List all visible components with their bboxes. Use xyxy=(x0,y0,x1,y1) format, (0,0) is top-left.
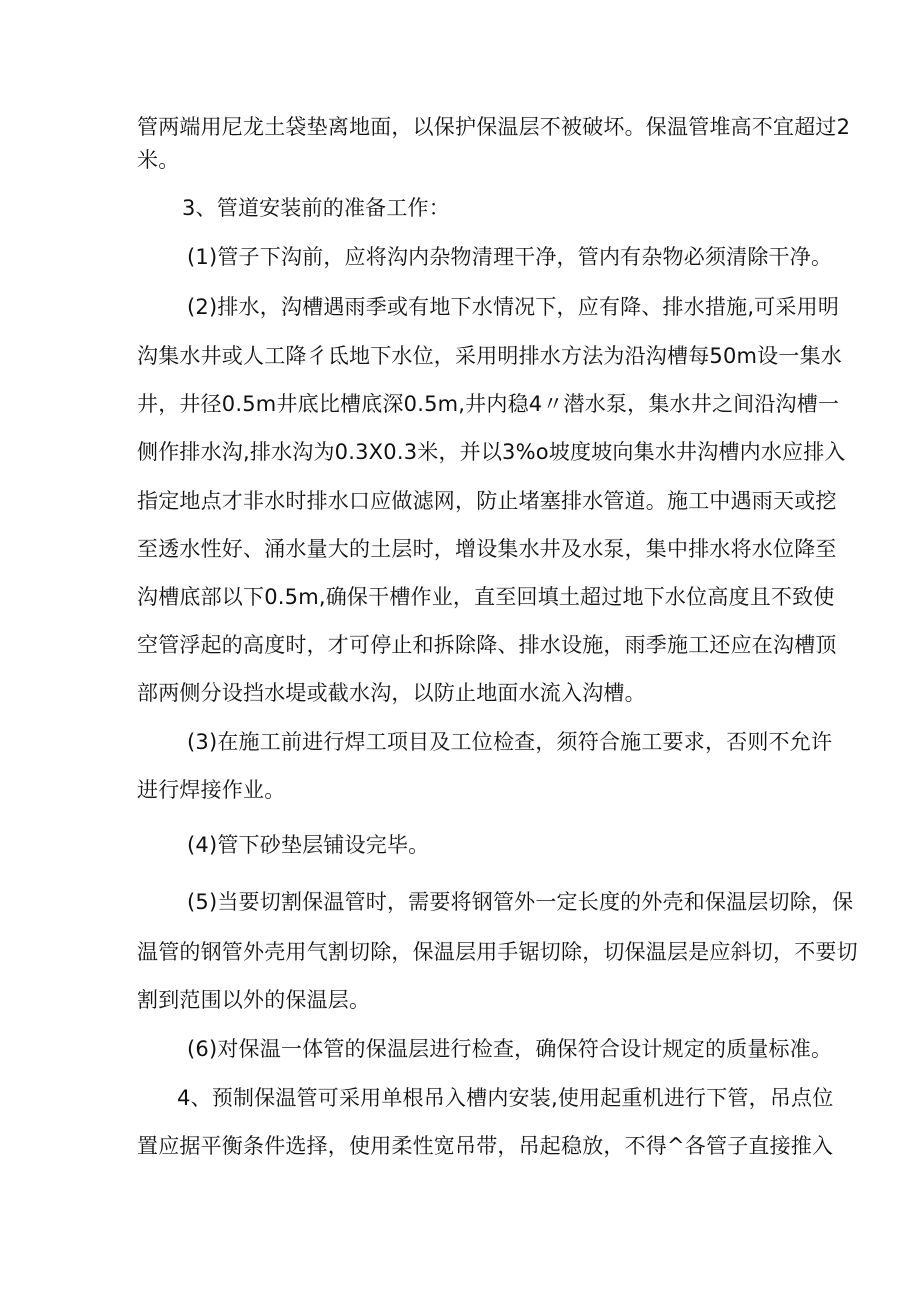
text-line: 温管的钢管外壳用气割切除，保温层用手锯切除，切保温层是应斜切，不要切 xyxy=(137,940,858,964)
text-line: 置应据平衡条件选择，使用柔性宽吊带，吊起稳放，不得^各管子直接推入 xyxy=(137,1134,834,1158)
text-line: 井，井径0.5m井底比槽底深0.5m,井内稳4〃潜水泵，集水井之间沿沟槽一 xyxy=(137,392,840,416)
text-line: 侧作排水沟,排水沟为0.3X0.3米，并以3%o坡度坡向集水井沟槽内水应排入 xyxy=(137,440,846,464)
text-line: 沟集水井或人工降彳氐地下水位，采用明排水方法为沿沟槽每50m设一集水 xyxy=(137,344,842,368)
section-heading: 4、预制保温管可采用单根吊入槽内安装,使用起重机进行下管，吊点位 xyxy=(177,1086,834,1110)
text-line: (4)管下砂垫层铺设完毕。 xyxy=(187,833,430,857)
text-line: (3)在施工前进行焊工项目及工位检查，须符合施工要求，否则不允许 xyxy=(187,730,833,754)
text-line: 指定地点才非水时排水口应做滤网，防止堵塞排水管道。施工中遇雨天或挖 xyxy=(137,489,837,513)
text-line: 进行焊接作业。 xyxy=(137,778,286,802)
text-line: 空管浮起的高度时，才可停止和拆除降、排水设施，雨季施工还应在沟槽顶 xyxy=(137,633,837,657)
text-line: 米。 xyxy=(137,148,180,172)
text-line: 部两侧分设挡水堤或截水沟，以防止地面水流入沟槽。 xyxy=(137,681,646,705)
text-line: (1)管子下沟前，应将沟内杂物清理干净，管内有杂物必须清除干净。 xyxy=(187,245,833,269)
text-line: 割到范围以外的保温层。 xyxy=(137,988,371,1012)
text-line: 管两端用尼龙土袋垫离地面，以保护保温层不被破坏。保温管堆高不宜超过2 xyxy=(137,115,851,139)
text-line: 至透水性好、涌水量大的土层时，增设集水井及水泵，集中排水将水位降至 xyxy=(137,537,837,561)
text-line: 沟槽底部以下0.5m,确保干槽作业，直至回填土超过地下水位高度且不致使 xyxy=(137,585,835,609)
text-line: (6)对保温一体管的保温层进行检查，确保符合设计规定的质量标准。 xyxy=(187,1037,833,1061)
section-heading: 3、管道安装前的准备工作： xyxy=(182,196,450,220)
text-line: (5)当要切割保温管时，需要将钢管外一定长度的外壳和保温层切除，保 xyxy=(187,890,854,914)
text-line: (2)排水，沟槽遇雨季或有地下水情况下，应有降、排水措施,可采用明 xyxy=(187,295,840,319)
